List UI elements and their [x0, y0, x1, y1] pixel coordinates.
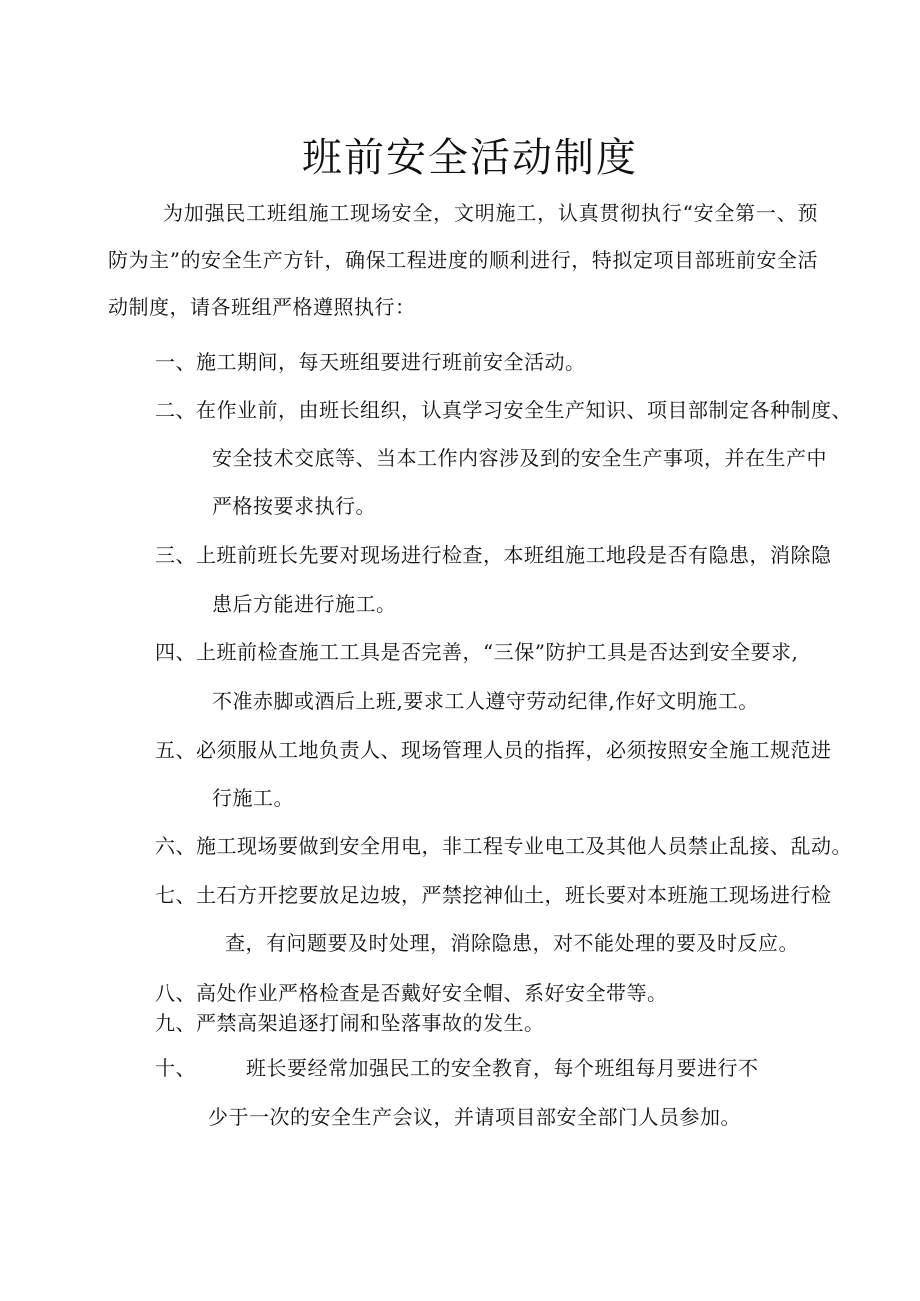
- item-number: 三、: [155, 543, 196, 567]
- item-number: 五、: [155, 738, 196, 762]
- item-3-line-2: 患后方能进行施工。: [212, 592, 397, 616]
- item-4-line-2: 不准赤脚或酒后上班,要求工人遵守劳动纪律,作好文明施工。: [212, 689, 759, 713]
- item-text: 施工期间，每天班组要进行班前安全活动。: [196, 350, 586, 374]
- item-5-line-1: [155, 734, 832, 763]
- item-text: 必须服从工地负责人、现场管理人员的指挥，必须按照安全施工规范进: [196, 738, 832, 762]
- item-text: 土石方开挖要放足边坡，严禁挖神仙土，班长要对本班施工现场进行检: [196, 883, 832, 907]
- item-1-line-1: [155, 346, 586, 375]
- item-4-line-1: [155, 636, 798, 665]
- item-number: 八、: [155, 981, 196, 1005]
- item-7-line-2: 查，有问题要及时处理，消除隐患，对不能处理的要及时反应。: [225, 931, 799, 955]
- item-10-number: 十、: [155, 1056, 196, 1080]
- item-5-line-2: 行施工。: [212, 786, 294, 810]
- item-text: 上班前检查施工工具是否完善，“三保”防护工具是否达到安全要求,: [196, 640, 799, 664]
- item-text: 上班前班长先要对现场进行检查，本班组施工地段是否有隐患，消除隐: [196, 543, 832, 567]
- item-number: 六、: [155, 834, 196, 858]
- item-9-line-1: [155, 1007, 545, 1036]
- item-number: 四、: [155, 640, 196, 664]
- item-number: 二、: [155, 398, 196, 422]
- item-7-line-1: [155, 879, 832, 908]
- item-text: 高处作业严格检查是否戴好安全帽、系好安全带等。: [196, 981, 668, 1005]
- document-title: 班前安全活动制度: [302, 135, 638, 181]
- item-10-line-2: 少于一次的安全生产会议，并请项目部安全部门人员参加。: [208, 1105, 741, 1129]
- item-number: 七、: [155, 883, 196, 907]
- item-8-line-1: [155, 977, 668, 1006]
- item-2-line-1: [155, 394, 852, 423]
- item-6-line-1: [155, 830, 852, 859]
- item-number: 一、: [155, 350, 196, 374]
- item-2-line-3: 严格按要求执行。: [212, 494, 376, 518]
- intro-paragraph: 为加强民工班组施工现场安全，文明施工，认真贯彻执行“安全第一、预防为主”的安全生产方针，确保工程进度的顺利进行，特拟定项目部班前安全活动制度，请各班组严格遵照执行：: [108, 201, 818, 319]
- item-text: 施工现场要做到安全用电，非工程专业电工及其他人员禁止乱接、乱动。: [196, 834, 852, 858]
- item-text: 在作业前，由班长组织，认真学习安全生产知识、项目部制定各种制度、: [196, 398, 852, 422]
- item-2-line-2: 安全技术交底等、当本工作内容涉及到的安全生产事项，并在生产中: [212, 446, 827, 470]
- item-3-line-1: [155, 539, 832, 568]
- item-number: 九、: [155, 1011, 196, 1035]
- item-text: 严禁高架追逐打闹和坠落事故的发生。: [196, 1011, 545, 1035]
- item-10-line-1: 班长要经常加强民工的安全教育，每个班组每月要进行不: [246, 1056, 759, 1080]
